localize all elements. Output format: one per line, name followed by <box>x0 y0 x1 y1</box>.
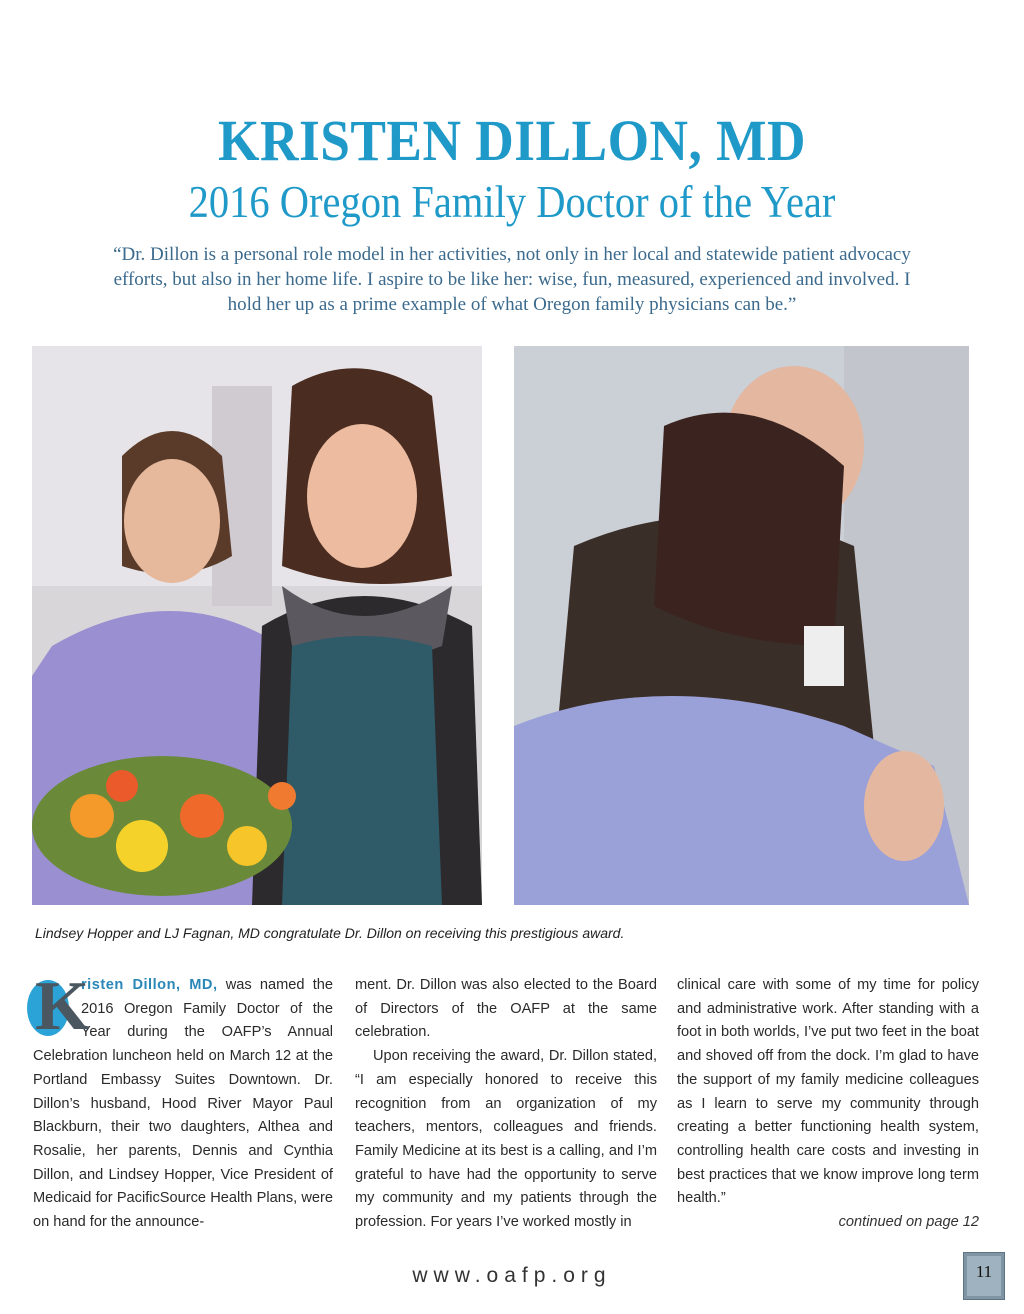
article-subtitle: 2016 Oregon Family Doctor of the Year <box>188 177 836 227</box>
pull-quote: “Dr. Dillon is a personal role model in her activities, not only in her local and statewide patient advocacy efforts, but also in her home life. I aspire to be like her: wise, fun, measured, experienced and involved. I hold her up as a prime example of what Oregon family physicians can be.” <box>113 244 911 315</box>
column-2-paragraph-2: Upon receiving the award, Dr. Dillon stated, “I am especially honored to receive this recognition from an organization of my teachers, mentors, colleagues and friends. Family Medicine at its best is a calling, and I’m grateful to have had the opportunity to serve my community and my patients through the profession. For years I’ve worked mostly in <box>355 1048 657 1231</box>
article-column-1 <box>33 968 333 1235</box>
column-1-text: was named the 2016 Oregon Family Doctor of the Year during the OAFP’s Annual Celebration luncheon held on March 12 at the Portland Embassy Suites Downtown. Dr. Dillon’s husband, Hood River Mayor Paul Blackburn, their two daughters, Althea and Rosalie, her parents, Dennis and Cynthia Dillon, and Lindsey Hopper, Vice President of Medicaid for PacificSource Health Plans, were on hand for the announce- <box>33 977 333 1231</box>
drop-cap <box>31 968 90 1045</box>
photo-caption: Lindsey Hopper and LJ Fagnan, MD congratulate Dr. Dillon on receiving this prestigious award. <box>35 925 625 941</box>
column-2-paragraph-1: ment. Dr. Dillon was also elected to the Board of Directors of the OAFP at the same celebration. <box>355 977 657 1041</box>
photo-two-women-with-flowers <box>32 346 482 905</box>
photo-hug <box>514 346 969 905</box>
footer-url[interactable]: www.oafp.org <box>412 1264 612 1287</box>
article-column-3 <box>677 974 979 1235</box>
lead-name: risten Dillon, MD, <box>81 977 218 993</box>
article-column-2 <box>355 974 657 1235</box>
drop-cap-letter: K <box>35 968 90 1045</box>
page-number: 11 <box>975 1262 993 1281</box>
column-3-text: clinical care with some of my time for policy and administrative work. After standing with a foot in both worlds, I’ve put two feet in the boat and shoved off from the dock. I’m glad to have the support of my family medicine colleagues as I learn to serve my community through creating a better functioning health system, controlling health care costs and investing in best practices that we know improve long term health.” <box>677 977 979 1207</box>
continued-link[interactable]: continued on page 12 <box>838 1214 979 1231</box>
page-number-box <box>963 1252 1005 1300</box>
article-title: KRISTEN DILLON, MD <box>218 108 806 173</box>
